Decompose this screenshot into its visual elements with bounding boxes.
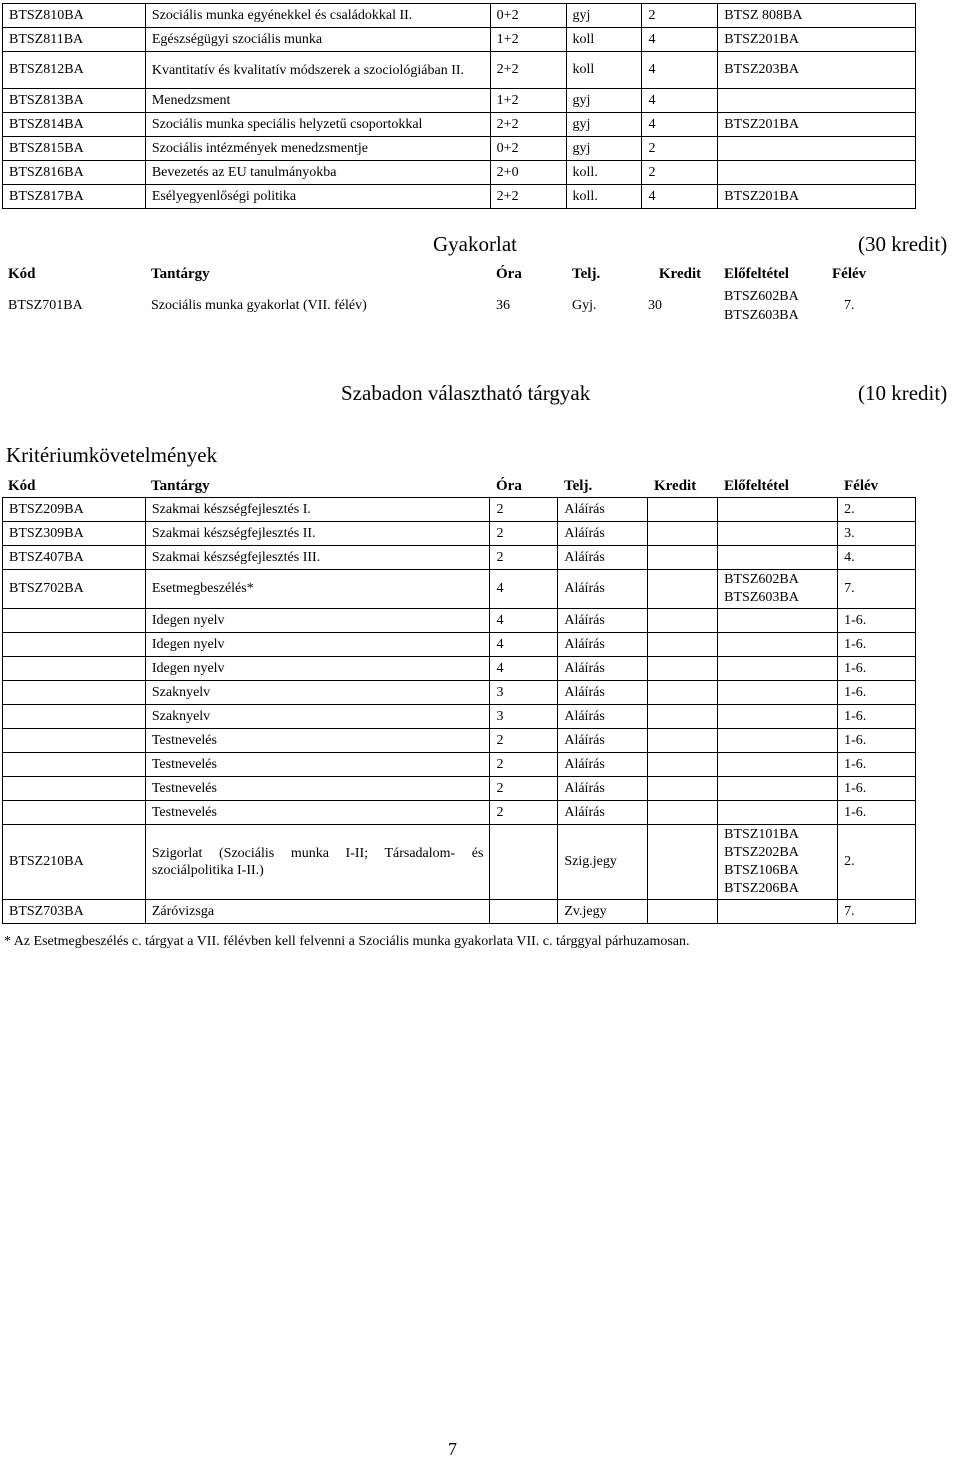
table-row: [3, 161, 916, 185]
course-hours: 2: [490, 729, 558, 753]
course-code: BTSZ811BA: [3, 28, 146, 52]
course-eval: Aláírás: [558, 753, 648, 777]
course-subject: Szakmai készségfejlesztés III.: [145, 546, 490, 570]
prereq-line: BTSZ101BA: [724, 827, 799, 842]
course-eval: Aláírás: [558, 729, 648, 753]
table-row: [3, 609, 916, 633]
course-code: [3, 777, 146, 801]
course-subject: Testnevelés: [145, 777, 490, 801]
table-row: [3, 570, 916, 609]
course-subject: Záróvizsga: [145, 900, 490, 924]
section-credit-gyakorlat: (30 kredit): [858, 232, 948, 256]
course-hours: 1+2: [490, 89, 566, 113]
course-prereq: [718, 286, 826, 326]
course-semester: 1-6.: [838, 729, 916, 753]
course-hours: 2: [490, 498, 558, 522]
table-row: [3, 28, 916, 52]
course-hours: 2: [490, 546, 558, 570]
course-hours: 0+2: [490, 4, 566, 28]
table-row: [3, 89, 916, 113]
course-eval: Aláírás: [558, 546, 648, 570]
prereq-line: BTSZ106BA: [724, 863, 799, 878]
course-prereq: [718, 705, 838, 729]
prereq-line: BTSZ603BA: [724, 590, 799, 605]
course-prereq: BTSZ201BA: [718, 185, 916, 209]
course-hours: 4: [490, 570, 558, 609]
table-row: [3, 657, 916, 681]
course-subject: Testnevelés: [145, 729, 490, 753]
course-semester: 1-6.: [838, 633, 916, 657]
course-hours: 4: [490, 609, 558, 633]
course-prereq: [718, 161, 916, 185]
course-prereq: BTSZ201BA: [718, 113, 916, 137]
course-hours: 4: [490, 657, 558, 681]
course-credit: [648, 777, 718, 801]
course-eval: Aláírás: [558, 570, 648, 609]
footnote: * Az Esetmegbeszélés c. tárgyat a VII. félévben kell felvenni a Szociális munka gyakorlata VII. c. tárggyal párhuzamosan.: [4, 934, 690, 949]
course-credit: 4: [642, 185, 718, 209]
course-subject: Testnevelés: [145, 801, 490, 825]
course-eval: gyj: [566, 113, 642, 137]
course-hours: 2+2: [490, 185, 566, 209]
course-credit: [648, 825, 718, 900]
table-row: [3, 681, 916, 705]
course-subject: Idegen nyelv: [145, 633, 490, 657]
table-row: [2, 286, 902, 326]
prereq-line: BTSZ602BA: [724, 572, 799, 587]
course-code: BTSZ309BA: [3, 522, 146, 546]
course-prereq: [718, 657, 838, 681]
col-header-ora: Óra: [496, 266, 522, 282]
course-code: BTSZ810BA: [3, 4, 146, 28]
course-hours: [490, 900, 558, 924]
course-subject: Idegen nyelv: [145, 657, 490, 681]
course-code: BTSZ702BA: [3, 570, 146, 609]
course-prereq: [718, 777, 838, 801]
table-row: [3, 633, 916, 657]
course-code: BTSZ210BA: [3, 825, 146, 900]
course-prereq: [718, 609, 838, 633]
col-header-kredit: Kredit: [658, 266, 702, 282]
prereq-line: BTSZ603BA: [724, 308, 799, 323]
course-eval: gyj: [566, 137, 642, 161]
course-credit: [648, 801, 718, 825]
course-eval: Aláírás: [558, 777, 648, 801]
course-hours: 2: [490, 801, 558, 825]
gyakorlat-header: [2, 263, 902, 286]
course-subject: Szakmai készségfejlesztés II.: [145, 522, 490, 546]
kriterium-header: [2, 475, 916, 498]
course-credit: 4: [642, 113, 718, 137]
table-row: [3, 777, 916, 801]
course-code: BTSZ703BA: [3, 900, 146, 924]
table-row: [3, 801, 916, 825]
course-semester: 1-6.: [838, 777, 916, 801]
table-row: [3, 900, 916, 924]
course-code: [3, 729, 146, 753]
course-hours: 2+2: [490, 113, 566, 137]
course-subject: Egészségügyi szociális munka: [145, 28, 490, 52]
course-credit: [648, 570, 718, 609]
course-code: [3, 705, 146, 729]
course-credit: [648, 546, 718, 570]
course-code: BTSZ407BA: [3, 546, 146, 570]
course-credit: [648, 498, 718, 522]
course-subject: Szociális munka gyakorlat (VII. félév): [151, 298, 367, 313]
course-eval: Aláírás: [558, 705, 648, 729]
course-prereq: [718, 546, 838, 570]
page-number: 7: [448, 1439, 457, 1459]
course-eval: Aláírás: [558, 681, 648, 705]
course-code: [3, 681, 146, 705]
col-header-tantargy: Tantárgy: [151, 478, 210, 494]
course-eval: Aláírás: [558, 609, 648, 633]
course-credit: [648, 609, 718, 633]
course-credit: 30: [648, 298, 662, 313]
table-row: [3, 753, 916, 777]
course-hours: 1+2: [490, 28, 566, 52]
course-hours: 2: [490, 753, 558, 777]
course-credit: 2: [642, 4, 718, 28]
course-table-top: [2, 3, 916, 209]
course-code: [3, 657, 146, 681]
section-title-gyakorlat: Gyakorlat: [433, 232, 517, 256]
prereq-line: BTSZ202BA: [724, 845, 799, 860]
course-hours: [490, 825, 558, 900]
course-credit: [648, 522, 718, 546]
table-row: [3, 522, 916, 546]
table-row: [3, 729, 916, 753]
prereq-line: BTSZ206BA: [724, 881, 799, 896]
table-row: [3, 546, 916, 570]
col-header-elofeltetel: Előfeltétel: [724, 478, 789, 494]
section-title-kriterium: Kritériumkövetelmények: [6, 443, 218, 467]
course-semester: 1-6.: [838, 705, 916, 729]
table-row: [3, 137, 916, 161]
course-eval: Aláírás: [558, 522, 648, 546]
course-prereq: [718, 570, 838, 609]
course-eval: Aláírás: [558, 633, 648, 657]
course-code: [3, 609, 146, 633]
course-prereq: [718, 753, 838, 777]
course-code: [3, 801, 146, 825]
course-credit: [648, 705, 718, 729]
course-credit: [648, 753, 718, 777]
course-subject: Bevezetés az EU tanulmányokba: [145, 161, 490, 185]
course-credit: [648, 657, 718, 681]
course-code: BTSZ816BA: [3, 161, 146, 185]
course-prereq: [718, 729, 838, 753]
prereq-line: BTSZ602BA: [724, 289, 799, 304]
course-credit: [648, 681, 718, 705]
col-header-ora: Óra: [496, 478, 522, 494]
col-header-tantargy: Tantárgy: [151, 266, 210, 282]
kriterium-table: [2, 497, 916, 924]
course-eval: gyj: [566, 4, 642, 28]
course-hours: 3: [490, 705, 558, 729]
col-header-kredit: Kredit: [654, 478, 697, 494]
course-prereq: BTSZ 808BA: [718, 4, 916, 28]
table-row: [3, 4, 916, 28]
course-hours: 2: [490, 777, 558, 801]
course-hours: 2+2: [490, 52, 566, 89]
course-prereq: BTSZ201BA: [718, 28, 916, 52]
course-subject: Szociális munka speciális helyzetű csoportokkal: [145, 113, 490, 137]
course-credit: 2: [642, 137, 718, 161]
course-eval: koll.: [566, 161, 642, 185]
course-semester: 7.: [838, 570, 916, 609]
course-hours: 4: [490, 633, 558, 657]
course-eval: Szig.jegy: [558, 825, 648, 900]
course-eval: Zv.jegy: [558, 900, 648, 924]
course-prereq: [718, 900, 838, 924]
table-row: [3, 52, 916, 89]
course-credit: 2: [642, 161, 718, 185]
course-code: [3, 633, 146, 657]
section-title-szabadon: Szabadon választható tárgyak: [341, 381, 591, 405]
col-header-felev: Félév: [844, 478, 879, 494]
course-subject: Idegen nyelv: [145, 609, 490, 633]
course-prereq: [718, 137, 916, 161]
course-eval: Aláírás: [558, 801, 648, 825]
course-code: BTSZ209BA: [3, 498, 146, 522]
course-subject: Szociális intézmények menedzsmentje: [145, 137, 490, 161]
course-code: BTSZ813BA: [3, 89, 146, 113]
course-eval: Aláírás: [558, 498, 648, 522]
course-semester: 3.: [838, 522, 916, 546]
course-prereq: [718, 801, 838, 825]
course-credit: [648, 729, 718, 753]
table-row: [3, 705, 916, 729]
course-semester: 2.: [838, 498, 916, 522]
course-semester: 4.: [838, 546, 916, 570]
course-hours: 2+0: [490, 161, 566, 185]
table-row: [3, 185, 916, 209]
course-subject: Menedzsment: [145, 89, 490, 113]
course-subject: Esetmegbeszélés*: [145, 570, 490, 609]
course-code: BTSZ817BA: [3, 185, 146, 209]
gyakorlat-table: [2, 286, 902, 326]
col-header-felev: Félév: [832, 266, 867, 282]
course-semester: 1-6.: [838, 657, 916, 681]
course-subject: Testnevelés: [145, 753, 490, 777]
table-row: [3, 498, 916, 522]
course-code: [3, 753, 146, 777]
course-eval: koll: [566, 52, 642, 89]
course-credit: 4: [642, 28, 718, 52]
course-semester: 1-6.: [838, 609, 916, 633]
course-eval: Aláírás: [558, 657, 648, 681]
course-prereq: [718, 633, 838, 657]
course-credit: [648, 900, 718, 924]
course-eval: Gyj.: [572, 298, 597, 313]
course-hours: 36: [496, 298, 510, 313]
course-subject: Szaknyelv: [145, 705, 490, 729]
table-row: [3, 825, 916, 900]
col-header-telj: Telj.: [572, 266, 601, 282]
course-prereq: [718, 825, 838, 900]
course-code: BTSZ812BA: [3, 52, 146, 89]
col-header-telj: Telj.: [564, 478, 593, 494]
col-header-elofeltetel: Előfeltétel: [724, 266, 789, 282]
course-hours: 2: [490, 522, 558, 546]
course-code: BTSZ814BA: [3, 113, 146, 137]
course-semester: 1-6.: [838, 753, 916, 777]
course-code: BTSZ701BA: [8, 298, 83, 313]
course-prereq: [718, 681, 838, 705]
course-prereq: BTSZ203BA: [718, 52, 916, 89]
table-row: [3, 113, 916, 137]
course-prereq: [718, 498, 838, 522]
course-prereq: [718, 89, 916, 113]
course-hours: 3: [490, 681, 558, 705]
course-subject: Szaknyelv: [145, 681, 490, 705]
course-credit: 4: [642, 89, 718, 113]
course-semester: 7.: [838, 900, 916, 924]
col-header-kod: Kód: [8, 478, 36, 494]
course-credit: 4: [642, 52, 718, 89]
section-credit-szabadon: (10 kredit): [858, 381, 948, 405]
course-hours: 0+2: [490, 137, 566, 161]
course-eval: koll.: [566, 185, 642, 209]
course-credit: [648, 633, 718, 657]
course-subject: Szociális munka egyénekkel és családokkal II.: [145, 4, 490, 28]
course-eval: gyj: [566, 89, 642, 113]
col-header-kod: Kód: [8, 266, 36, 282]
course-semester: 7.: [844, 298, 855, 313]
course-semester: 2.: [838, 825, 916, 900]
course-semester: 1-6.: [838, 681, 916, 705]
course-prereq: [718, 522, 838, 546]
course-subject: Szigorlat (Szociális munka I-II; Társadalom- és szociálpolitika I-II.): [145, 825, 490, 900]
course-subject: Szakmai készségfejlesztés I.: [145, 498, 490, 522]
course-eval: koll: [566, 28, 642, 52]
course-code: BTSZ815BA: [3, 137, 146, 161]
course-subject: Kvantitatív és kvalitatív módszerek a szociológiában II.: [145, 52, 490, 89]
course-subject: Esélyegyenlőségi politika: [145, 185, 490, 209]
course-semester: 1-6.: [838, 801, 916, 825]
